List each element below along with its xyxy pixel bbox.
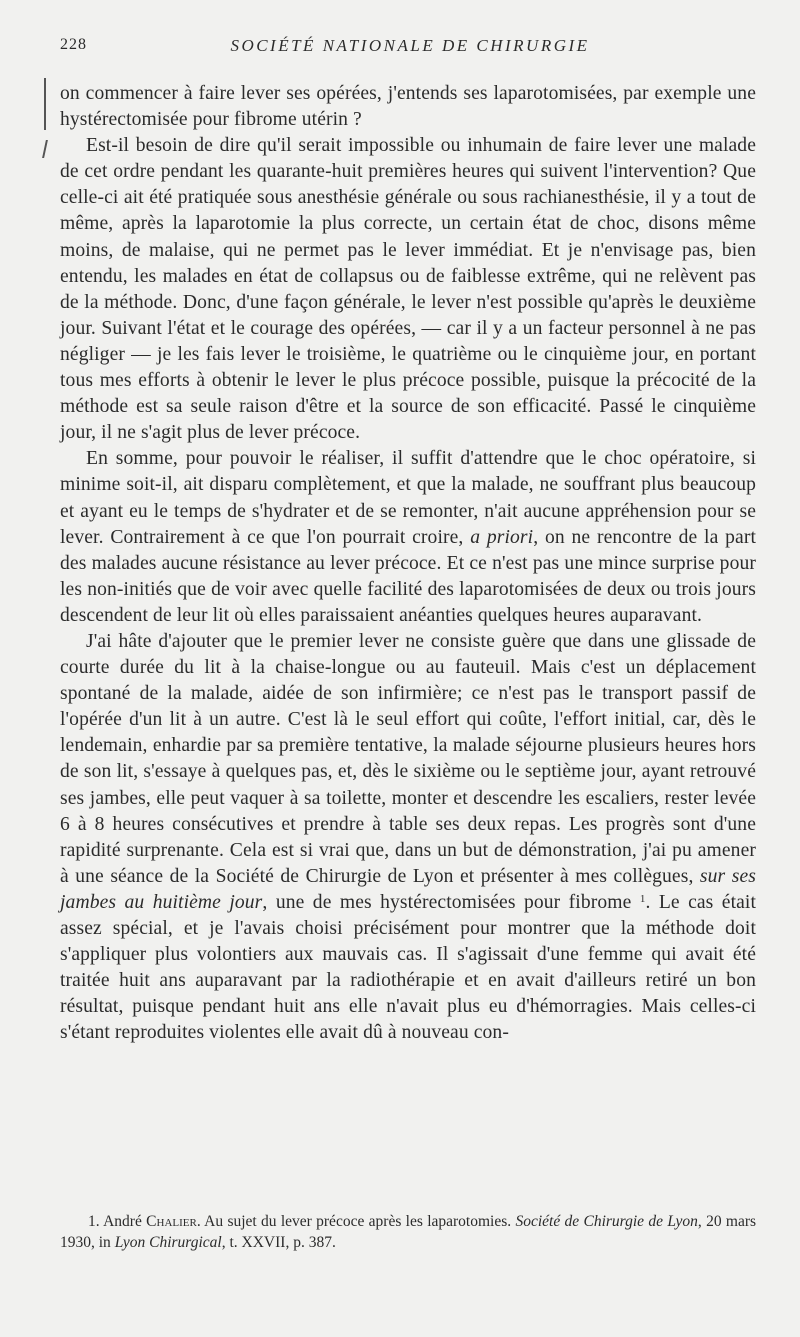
margin-mark bbox=[42, 140, 48, 158]
footnote-author-first: André bbox=[103, 1213, 142, 1230]
paragraph bbox=[60, 81, 756, 133]
footnote-journal: Société de Chirurgie de Lyon bbox=[515, 1213, 698, 1230]
paragraph bbox=[60, 629, 756, 1047]
italic-phrase: a priori bbox=[470, 526, 534, 548]
paragraph bbox=[60, 133, 756, 446]
paragraph bbox=[60, 446, 756, 629]
paragraph-text: , on ne rencontre de la part des malades aucune résistance au lever précoce. Et ce n'est pas une mince surprise pour les non-initiés que de voir avec quelle facilité des laparotomisées de deux ou trois jours descendent de leur lit où elles paraissaient anéanties quelques heures auparavant. bbox=[60, 526, 757, 626]
footnote-text: . Au sujet du lever précoce après les laparotomies. bbox=[196, 1213, 512, 1230]
margin-mark bbox=[44, 78, 46, 130]
body-text bbox=[60, 81, 756, 1046]
footnote-text: , 20 mars 1930, in bbox=[60, 1213, 757, 1251]
footnote-author-last: Chalier bbox=[146, 1213, 197, 1230]
paragraph-text: . Le cas était assez spécial, et je l'avais choisi précisément pour montrer que la méthode doit s'appliquer plus volontiers aux mauvais cas. Il s'agissait d'une femme qui avait été traitée huit ans auparavant par la radiothérapie et en avait d'ailleurs retiré un bon résultat, puisque pendant huit ans elle n'avait plus eu d'hémorragies. Mais celles-ci s'étant reproduites violentes elle avait dû à nouveau con- bbox=[60, 891, 757, 1044]
footnote-text: , t. XXVII, p. 387. bbox=[221, 1234, 336, 1251]
footnote-ref[interactable]: 1 bbox=[639, 892, 646, 905]
paragraph-text: En somme, pour pouvoir le réaliser, il suffit d'attendre que le choc opératoire, si minime soit-il, ait disparu complètement, et que la malade, ne souffrant plus beaucoup et ayant eu le temps de s'hydrater et de se remonter, n'ait aucune appréhension pour se lever. Contrairement à ce que l'on pourrait croire, bbox=[60, 448, 756, 548]
paragraph-text: , une de mes hystérectomisées pour fibrome bbox=[262, 891, 632, 913]
running-head: SOCIÉTÉ NATIONALE DE CHIRURGIE bbox=[230, 36, 590, 55]
footnote-journal: Lyon Chirurgical bbox=[114, 1234, 222, 1251]
paragraph-text: Est-il besoin de dire qu'il serait impossible ou inhumain de faire lever une malade de cet ordre pendant les quarante-huit premières heures qui suivent l'intervention? Que celle-ci ait été pratiquée sous anesthésie générale ou sous rachianesthésie, il y a tout de même, après la laparotomie la plus correcte, un certain état de choc, disons même moins, de malaise, qui ne permet pas le lever immédiat. Et je n'envisage pas, bien entendu, les malades en état de collapsus ou de faiblesse extrême, qui ne relèvent pas de la méthode. Donc, d'une façon générale, le lever n'est possible qu'après le deuxième jour. Suivant l'état et le courage des opérées, — car il y a un facteur personnel à ne pas négliger — je les fais lever le troisième, le quatrième ou le cinquième jour, en portant tous mes efforts à obtenir le lever le plus précoce possible, puisque la précocité de la méthode est sa seule raison d'être et la source de son efficacité. Passé le cinquième jour, il ne s'agit plus de lever précoce. bbox=[60, 135, 756, 444]
footnote bbox=[60, 1211, 756, 1253]
paragraph-text: J'ai hâte d'ajouter que le premier lever ne consiste guère que dans une glissade de courte durée du lit à la chaise-longue ou au fauteuil. Mais c'est un déplacement spontané de la malade, aidée de son infirmière; ce n'est pas le transport passif de l'opérée d'un lit à un autre. C'est là le seul effort qui coûte, l'effort initial, car, dès le lendemain, enhardie par sa première tentative, la malade séjourne plusieurs heures hors de son lit, s'essaye à quelques pas, et, dès le sixième ou le septième jour, ayant retrouvé ses jambes, elle peut vaquer à sa toilette, monter et descendre les escaliers, rester levée 6 à 8 heures consécutives et prendre à table ses deux repas. Les progrès sont d'une rapidité surprenante. Cela est si vrai que, dans un but de démonstration, j'ai pu amener à une séance de la Société de Chirurgie de Lyon et présenter à mes collègues, bbox=[60, 630, 756, 887]
page-header bbox=[60, 36, 760, 60]
page-number: 228 bbox=[60, 36, 87, 53]
italic-phrase: sur ses jambes au huitième jour bbox=[60, 865, 756, 913]
footnote-number: 1. bbox=[88, 1213, 100, 1230]
paragraph-text: on commencer à faire lever ses opérées, j'entends ses laparotomisées, par exemple une hystérectomisée pour fibrome utérin ? bbox=[60, 83, 756, 131]
